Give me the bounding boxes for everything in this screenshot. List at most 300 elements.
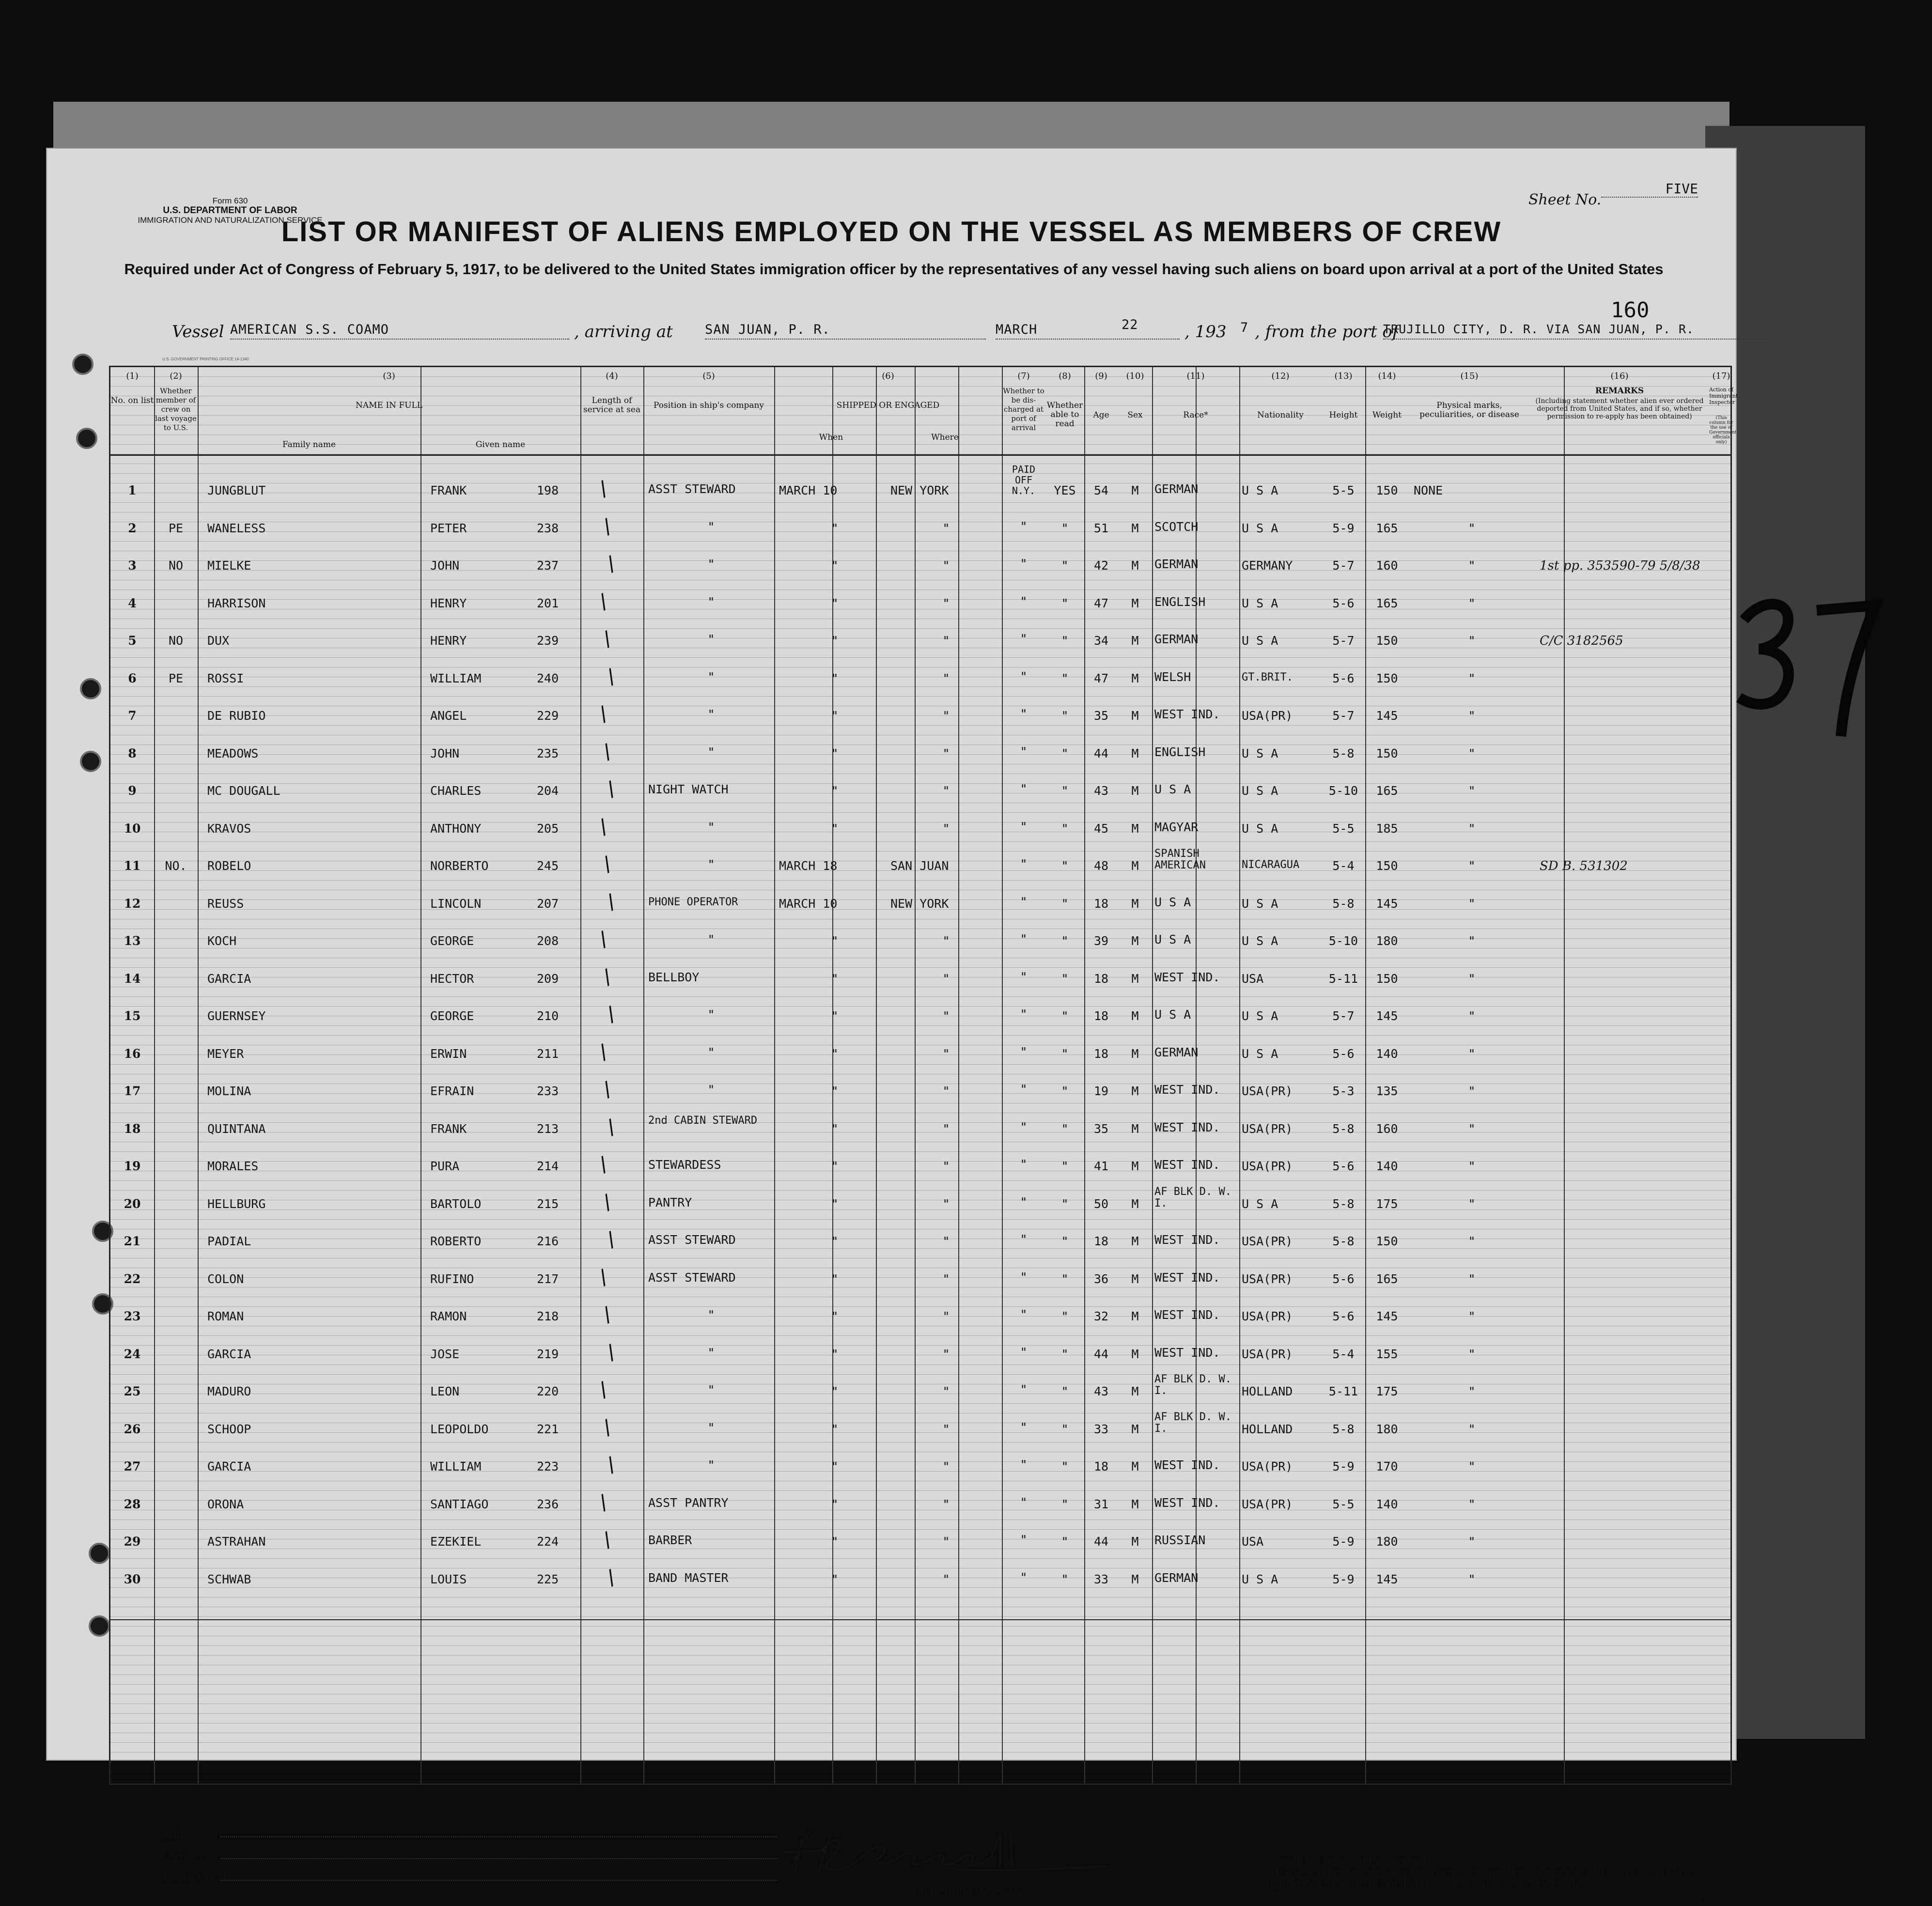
given-name-cell: RAMON (430, 1309, 467, 1323)
race-cell: WEST IND. (1154, 1308, 1220, 1322)
physical-marks-cell: " (1468, 1234, 1476, 1248)
able-read-cell: " (1061, 1159, 1069, 1173)
race-cell: ENGLISH (1154, 594, 1206, 609)
family-name-cell: MEYER (207, 1046, 244, 1061)
race-cell: WEST IND. (1154, 970, 1220, 984)
last-voyage-cell: PE (168, 671, 184, 685)
physical-marks-cell: " (1468, 1196, 1476, 1211)
given-name-cell: JOSE (430, 1347, 460, 1361)
age-cell: 18 (1093, 971, 1109, 986)
physical-marks-cell: " (1468, 934, 1476, 948)
nationality-cell: USA(PR) (1242, 1234, 1293, 1248)
able-read-cell: " (1061, 746, 1069, 760)
nationality-cell: USA(PR) (1242, 1121, 1293, 1136)
shipped-when-cell: " (831, 709, 839, 723)
race-cell: U S A (1154, 782, 1191, 796)
nationality-cell: USA(PR) (1242, 1159, 1293, 1173)
position-cell: PHONE OPERATOR (648, 896, 738, 908)
nationality-cell: U S A (1242, 934, 1278, 948)
weight-cell: 180 (1376, 1422, 1398, 1436)
header-name-in-full: NAME IN FULL (355, 401, 423, 410)
shipped-where-cell: " (942, 1196, 950, 1211)
punch-hole (80, 678, 101, 699)
height-cell: 5-7 (1332, 634, 1355, 648)
crew-number-cell: 233 (537, 1084, 559, 1098)
race-cell: WELSH (1154, 669, 1191, 684)
physical-marks-cell: " (1468, 1384, 1476, 1398)
shipped-where-cell: NEW YORK (890, 896, 949, 911)
table-end-rule (110, 1619, 1730, 1620)
weight-cell: 140 (1376, 1046, 1398, 1061)
physical-marks-cell: " (1468, 1084, 1476, 1098)
age-cell: 47 (1093, 671, 1109, 685)
height-cell: 5-5 (1332, 821, 1355, 836)
weight-cell: 185 (1376, 821, 1398, 836)
family-name-cell: PADIAL (207, 1234, 251, 1248)
shipped-when-cell: " (831, 1534, 839, 1549)
able-read-cell: " (1061, 671, 1069, 685)
age-cell: 47 (1093, 596, 1109, 610)
age-cell: 32 (1093, 1309, 1109, 1323)
nationality-cell: U S A (1242, 746, 1278, 760)
discharged-cell: " (1020, 1157, 1028, 1171)
age-cell: 44 (1093, 1534, 1109, 1549)
discharged-cell: " (1020, 1570, 1028, 1584)
header-no-on-list: No. on list (110, 396, 154, 405)
sex-cell: M (1131, 971, 1139, 986)
nationality-cell: GERMANY (1242, 558, 1293, 573)
race-cell: SCOTCH (1154, 519, 1199, 534)
shipped-where-cell: " (942, 1271, 950, 1286)
race-cell: GERMAN (1154, 1570, 1199, 1585)
crew-number-cell: 198 (537, 483, 559, 497)
weight-cell: 160 (1376, 1121, 1398, 1136)
age-cell: 33 (1093, 1422, 1109, 1436)
margin-handwriting (1729, 576, 1885, 751)
weight-cell: 165 (1376, 1271, 1398, 1286)
column-number: (11) (1186, 371, 1205, 381)
family-name-cell: HARRISON (207, 596, 266, 610)
sex-cell: M (1131, 1384, 1139, 1398)
sex-cell: M (1131, 1084, 1139, 1098)
header-rule (110, 454, 1730, 456)
sex-cell: M (1131, 521, 1139, 535)
family-name-cell: REUSS (207, 896, 244, 911)
height-cell: 5-8 (1332, 896, 1355, 911)
form-number: Form 630 (212, 196, 248, 205)
header-age: Age (1093, 410, 1109, 420)
check-mark: / (595, 1152, 611, 1177)
punch-hole (80, 751, 101, 772)
shipped-where-cell: " (942, 521, 950, 535)
given-name-cell: ROBERTO (430, 1234, 482, 1248)
weight-cell: 180 (1376, 1534, 1398, 1549)
position-cell: " (707, 557, 715, 571)
discharged-cell: " (1020, 1345, 1028, 1359)
check-mark: / (595, 1377, 611, 1402)
able-read-cell: " (1061, 521, 1069, 535)
check-mark: / (599, 852, 615, 876)
given-name-cell: BARTOLO (430, 1196, 482, 1211)
nationality-cell: HOLLAND (1242, 1422, 1293, 1436)
shipped-when-cell: " (831, 1121, 839, 1136)
weight-cell: 150 (1376, 483, 1398, 497)
given-name-cell: FRANK (430, 1121, 467, 1136)
shipped-when-cell: " (831, 1084, 839, 1098)
given-name-cell: NORBERTO (430, 859, 489, 873)
crew-number-cell: 240 (537, 671, 559, 685)
check-mark: / (599, 1189, 615, 1214)
check-mark: / (603, 551, 619, 576)
row-number: 1 (128, 483, 137, 497)
family-name-cell: ROMAN (207, 1309, 244, 1323)
able-read-cell: " (1061, 1234, 1069, 1248)
family-name-cell: MOLINA (207, 1084, 251, 1098)
race-cell: WEST IND. (1154, 1120, 1220, 1134)
remarks-cell: SD B. 531302 (1540, 859, 1628, 873)
physical-marks-cell: " (1468, 1159, 1476, 1173)
position-cell: " (707, 932, 715, 946)
physical-marks-cell: " (1468, 558, 1476, 573)
check-mark: / (595, 1489, 611, 1515)
shipped-where-cell: " (942, 671, 950, 685)
height-cell: 5-9 (1332, 1459, 1355, 1473)
weight-cell: 150 (1376, 971, 1398, 986)
sex-cell: M (1131, 1196, 1139, 1211)
sheet-label: Sheet No. (1528, 191, 1602, 208)
weight-cell: 145 (1376, 1572, 1398, 1586)
able-read-cell: " (1061, 1084, 1069, 1098)
crew-number-cell: 214 (537, 1159, 559, 1173)
shipped-when-cell: " (831, 1196, 839, 1211)
shipped-where-cell: " (942, 1459, 950, 1473)
row-number: 7 (128, 709, 137, 723)
column-number: (7) (1017, 371, 1030, 381)
inspector-label: Immigrant Inspector. (913, 1884, 1028, 1896)
family-name-cell: MIELKE (207, 558, 251, 573)
position-cell: BAND MASTER (648, 1570, 729, 1585)
given-name-cell: HENRY (430, 634, 467, 648)
sex-cell: M (1131, 596, 1139, 610)
nationality-cell: U S A (1242, 521, 1278, 535)
discharged-cell: " (1020, 744, 1028, 759)
given-name-cell: WILLIAM (430, 671, 482, 685)
sex-cell: M (1131, 934, 1139, 948)
height-cell: 5-10 (1328, 784, 1358, 798)
discharged-cell: " (1020, 1533, 1028, 1547)
physical-marks-cell: " (1468, 1497, 1476, 1511)
check-mark: / (595, 814, 611, 839)
row-number: 2 (128, 521, 137, 535)
row-number: 28 (124, 1497, 141, 1511)
shipped-when-cell: " (831, 1009, 839, 1023)
physical-marks-cell: " (1468, 1309, 1476, 1323)
agents-field (220, 1867, 778, 1881)
shipped-where-cell: " (942, 1234, 950, 1248)
row-number: 24 (124, 1347, 141, 1361)
family-name-cell: KOCH (207, 934, 237, 948)
shipped-when-cell: " (831, 784, 839, 798)
weight-cell: 145 (1376, 1009, 1398, 1023)
owners-label: Owners (162, 1850, 204, 1862)
penalty-note: NOTE.—Failure to furnish full or correct information in columns (3), (5), (6), and (7) is punishable by a fine of ten dollars for each alien. See other side. (1267, 1866, 1693, 1890)
footer-note (1267, 1853, 1693, 1891)
height-cell: 5-11 (1328, 1384, 1358, 1398)
given-name-cell: CHARLES (430, 784, 482, 798)
punch-hole (89, 1543, 110, 1564)
height-cell: 5-7 (1332, 1009, 1355, 1023)
weight-cell: 145 (1376, 896, 1398, 911)
header-physical: Physical marks, peculiarities, or disease (1419, 401, 1519, 419)
race-cell: WEST IND. (1154, 1233, 1220, 1247)
row-number: 27 (124, 1459, 141, 1473)
position-cell: " (707, 1420, 715, 1435)
position-cell: " (707, 1007, 715, 1022)
able-read-cell: " (1061, 558, 1069, 573)
shipped-where-cell: " (942, 634, 950, 648)
able-read-cell: " (1061, 1196, 1069, 1211)
check-mark: / (599, 1077, 615, 1101)
column-rule (774, 367, 775, 1783)
race-cell: MAGYAR (1154, 820, 1199, 834)
family-name-cell: ROBELO (207, 859, 251, 873)
sex-cell: M (1131, 558, 1139, 573)
shipped-when-cell: " (831, 521, 839, 535)
discharged-cell: " (1020, 1382, 1028, 1396)
family-name-cell: MORALES (207, 1159, 259, 1173)
row-number: 30 (124, 1572, 141, 1586)
age-cell: 48 (1093, 859, 1109, 873)
race-cell: U S A (1154, 1007, 1191, 1022)
crew-number-cell: 221 (537, 1422, 559, 1436)
sex-cell: M (1131, 1459, 1139, 1473)
race-cell: AF BLK D. W. I. (1154, 1410, 1231, 1435)
age-cell: 39 (1093, 934, 1109, 948)
header-nationality: Nationality (1257, 410, 1304, 420)
given-name-cell: LINCOLN (430, 896, 482, 911)
nationality-cell: U S A (1242, 1572, 1278, 1586)
discharged-cell: " (1020, 1457, 1028, 1472)
nationality-cell: U S A (1242, 596, 1278, 610)
position-cell: " (707, 1345, 715, 1360)
column-rule (876, 367, 877, 1783)
able-read-cell: " (1061, 1534, 1069, 1549)
family-name-cell: GUERNSEY (207, 1009, 266, 1023)
discharged-cell: " (1020, 707, 1028, 721)
age-cell: 35 (1093, 709, 1109, 723)
discharged-cell: " (1020, 932, 1028, 946)
height-cell: 5-5 (1332, 1497, 1355, 1511)
shipped-when-cell: " (831, 1234, 839, 1248)
shipped-where-cell: " (942, 1309, 950, 1323)
physical-marks-cell: " (1468, 1459, 1476, 1473)
sex-cell: M (1131, 1234, 1139, 1248)
age-cell: 34 (1093, 634, 1109, 648)
row-number: 6 (128, 671, 137, 685)
printed-code: 14-1340 (1703, 1899, 1729, 1906)
column-number: (12) (1271, 371, 1290, 381)
height-cell: 5-10 (1328, 934, 1358, 948)
height-cell: 5-8 (1332, 1196, 1355, 1211)
discharged-cell: " (1020, 894, 1028, 909)
column-rule (1239, 367, 1240, 1783)
column-number: (6) (882, 371, 894, 381)
crew-number-cell: 219 (537, 1347, 559, 1361)
from-label: , from the port of (1255, 322, 1399, 341)
height-cell: 5-9 (1332, 521, 1355, 535)
age-cell: 18 (1093, 1234, 1109, 1248)
crew-number-cell: 208 (537, 934, 559, 948)
given-name-cell: JOHN (430, 746, 460, 760)
sex-cell: M (1131, 1422, 1139, 1436)
shipped-where-cell: " (942, 709, 950, 723)
column-number: (4) (606, 371, 618, 381)
check-mark: / (603, 1002, 619, 1026)
position-cell: ASST STEWARD (648, 1270, 736, 1285)
discharged-cell: " (1020, 519, 1028, 533)
given-name-cell: RUFINO (430, 1271, 474, 1286)
shipped-where-cell: " (942, 746, 950, 760)
row-number: 22 (124, 1271, 141, 1286)
row-number: 4 (128, 596, 137, 610)
physical-marks-cell: " (1468, 859, 1476, 873)
position-cell: BARBER (648, 1533, 692, 1547)
column-number: (8) (1059, 371, 1071, 381)
crew-number-cell: 207 (537, 896, 559, 911)
arriving-label: , arriving at (574, 322, 673, 341)
row-number: 13 (124, 934, 141, 948)
able-read-cell: " (1061, 934, 1069, 948)
nationality-cell: USA(PR) (1242, 1459, 1293, 1473)
discharged-cell: " (1020, 1194, 1028, 1209)
check-mark: / (599, 1527, 615, 1552)
weight-cell: 160 (1376, 558, 1398, 573)
crew-number-cell: 218 (537, 1309, 559, 1323)
physical-marks-cell: " (1468, 1271, 1476, 1286)
nationality-cell: NICARAGUA (1242, 859, 1300, 871)
row-number: 10 (124, 821, 141, 836)
physical-marks-cell: " (1468, 896, 1476, 911)
discharged-cell: " (1020, 1007, 1028, 1021)
shipped-where-cell: " (942, 1347, 950, 1361)
crew-number-cell: 225 (537, 1572, 559, 1586)
position-cell: " (707, 707, 715, 721)
physical-marks-cell: " (1468, 971, 1476, 986)
given-name-cell: LEON (430, 1384, 460, 1398)
position-cell: " (707, 1083, 715, 1097)
weight-cell: 150 (1376, 859, 1398, 873)
family-name-cell: KRAVOS (207, 821, 251, 836)
header-family-name: Family name (282, 440, 336, 449)
manifest-table (109, 366, 1738, 1785)
shipped-where-cell: " (942, 1084, 950, 1098)
height-cell: 5-8 (1332, 746, 1355, 760)
row-number: 3 (128, 558, 137, 573)
shipped-when-cell: " (831, 1497, 839, 1511)
family-name-cell: ORONA (207, 1497, 244, 1511)
shipped-when-cell: MARCH 18 (779, 859, 838, 873)
discharged-cell: " (1020, 819, 1028, 834)
weight-cell: 175 (1376, 1196, 1398, 1211)
sex-cell: M (1131, 634, 1139, 648)
check-mark: / (603, 664, 619, 689)
row-number: 19 (124, 1159, 141, 1173)
physical-marks-cell: " (1468, 521, 1476, 535)
discharged-cell: " (1020, 857, 1028, 871)
column-number: (10) (1126, 371, 1144, 381)
height-cell: 5-9 (1332, 1534, 1355, 1549)
check-mark: / (599, 626, 615, 651)
race-cell: GERMAN (1154, 632, 1199, 646)
discharged-cell: " (1020, 1232, 1028, 1246)
nationality-cell: U S A (1242, 821, 1278, 836)
crew-number-cell: 201 (537, 596, 559, 610)
weight-cell: 150 (1376, 746, 1398, 760)
able-read-cell: YES (1054, 483, 1076, 497)
header-shipped: SHIPPED OR ENGAGED (836, 401, 940, 410)
age-cell: 45 (1093, 821, 1109, 836)
weight-cell: 175 (1376, 1384, 1398, 1398)
race-cell: U S A (1154, 932, 1191, 946)
age-cell: 44 (1093, 1347, 1109, 1361)
shipped-when-cell: " (831, 971, 839, 986)
header-able-read: Whether able to read (1046, 401, 1083, 429)
column-rule (832, 367, 833, 1783)
shipped-where-cell: " (942, 1009, 950, 1023)
column-number: (14) (1378, 371, 1396, 381)
nationality-cell: USA(PR) (1242, 1347, 1293, 1361)
physical-marks-cell: " (1468, 634, 1476, 648)
discharged-cell: " (1020, 1270, 1028, 1284)
physical-marks-cell: " (1468, 1121, 1476, 1136)
shipped-where-cell: SAN JUAN (890, 859, 949, 873)
weight-cell: 165 (1376, 596, 1398, 610)
position-cell: " (707, 669, 715, 684)
nationality-cell: U S A (1242, 1009, 1278, 1023)
row-number: 17 (124, 1084, 141, 1098)
race-cell: WEST IND. (1154, 707, 1220, 721)
shipped-where-cell: NEW YORK (890, 483, 949, 497)
column-number: (13) (1334, 371, 1353, 381)
column-rule (1365, 367, 1366, 1783)
weight-cell: 155 (1376, 1347, 1398, 1361)
physical-marks-cell: " (1468, 596, 1476, 610)
discharged-cell: " (1020, 632, 1028, 646)
family-name-cell: DE RUBIO (207, 709, 266, 723)
age-cell: 18 (1093, 1046, 1109, 1061)
header-discharged: Whether to be dis-charged at port of arrival (1003, 387, 1044, 432)
given-name-cell: EZEKIEL (430, 1534, 482, 1549)
physical-marks-cell: " (1468, 671, 1476, 685)
header-last-voyage: Whether member of crew on last voyage to U.S. (155, 387, 197, 432)
shipped-when-cell: " (831, 934, 839, 948)
given-name-cell: ANTHONY (430, 821, 482, 836)
shipped-where-cell: " (942, 596, 950, 610)
position-cell: " (707, 1458, 715, 1472)
page-title: LIST OR MANIFEST OF ALIENS EMPLOYED ON THE VESSEL AS MEMBERS OF CREW (281, 216, 1502, 248)
check-mark: / (595, 1039, 611, 1064)
family-name-cell: ROSSI (207, 671, 244, 685)
weight-cell: 180 (1376, 934, 1398, 948)
race-cell: WEST IND. (1154, 1458, 1220, 1472)
height-cell: 5-4 (1332, 1347, 1355, 1361)
last-voyage-cell: NO (168, 634, 184, 648)
sex-cell: M (1131, 1271, 1139, 1286)
crew-number-cell: 217 (537, 1271, 559, 1286)
column-number: (17) (1712, 371, 1730, 381)
check-mark: / (603, 1227, 619, 1252)
race-cell: WEST IND. (1154, 1158, 1220, 1172)
